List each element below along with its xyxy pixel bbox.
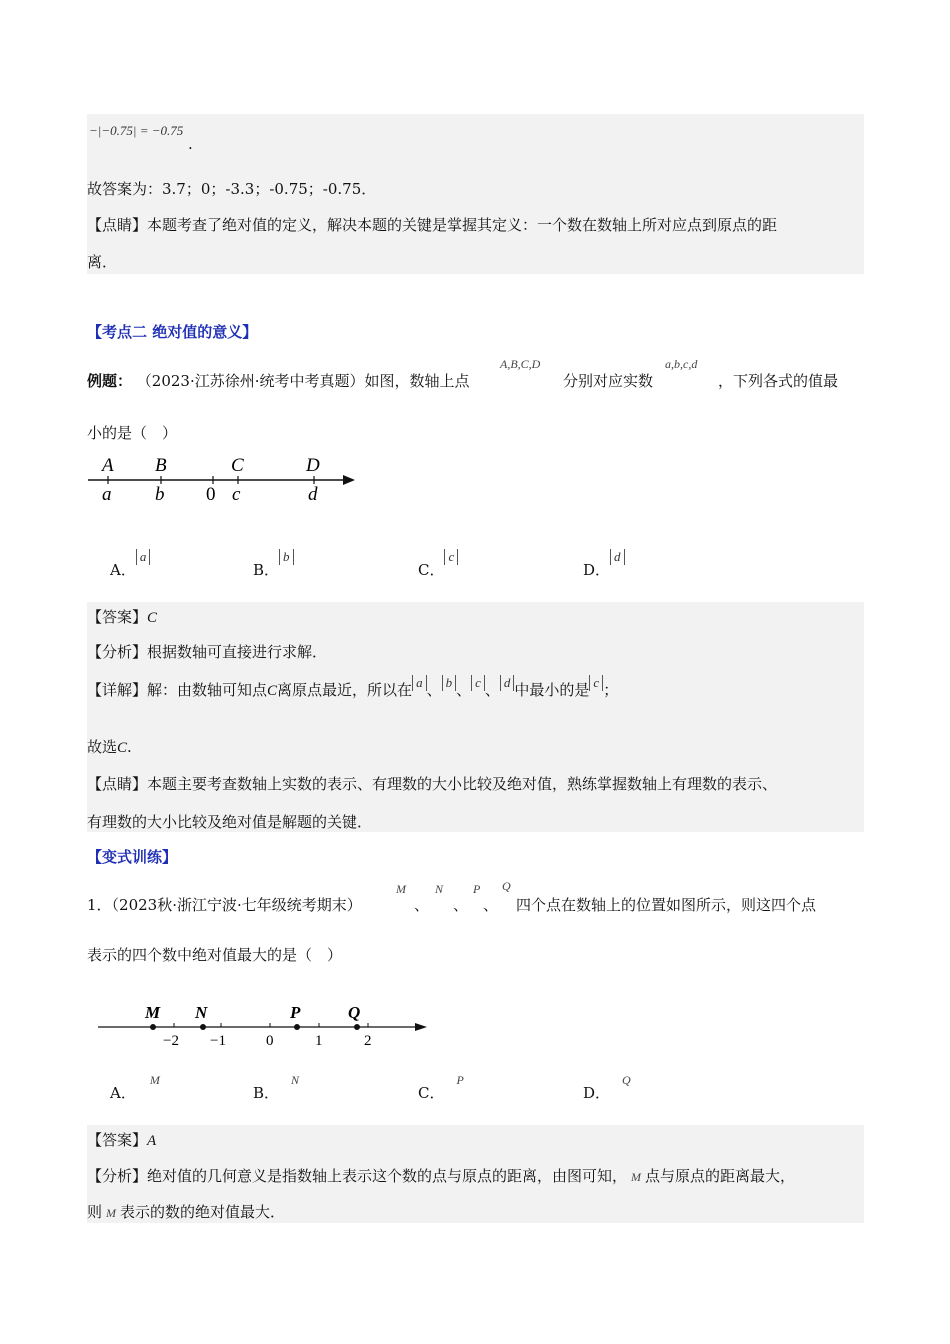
remark-line-1 — [87, 215, 777, 235]
choose-line — [87, 737, 132, 758]
example-source: （2023·江苏徐州·统考中考真题）如图，数轴上点 — [136, 372, 470, 390]
q-sep-1: 、 — [414, 896, 430, 914]
detail-sep-2: 、 — [456, 681, 472, 699]
analysis-point: M — [631, 1170, 642, 1184]
question-line-1 — [87, 895, 362, 915]
detail-text-1: 解：由数轴可知点 — [147, 681, 268, 699]
choose-value: C — [117, 740, 128, 756]
label-c: c — [232, 484, 241, 505]
analysis-text: 根据数轴可直接进行求解． — [147, 643, 328, 661]
remark-text-1: 本题主要考查数轴上实数的表示、有理数的大小比较及绝对值，熟练掌握数轴上有理数的表示、 — [147, 775, 778, 793]
example-label: 例题： — [87, 372, 133, 390]
remark-tag: 【点睛】 — [87, 216, 148, 234]
label-P: P — [290, 1003, 301, 1022]
point-M — [150, 1024, 156, 1030]
section-title-3: 【变式训练】 — [87, 848, 178, 866]
option-d[interactable] — [583, 545, 625, 579]
q-source: （2023秋·浙江宁波·七年级统考期末） — [111, 896, 362, 914]
label-B: B — [155, 455, 167, 476]
detail-sep-1: 、 — [426, 681, 442, 699]
option-b-letter: B． — [253, 561, 280, 579]
option-a-2-letter: A． — [110, 1084, 136, 1102]
analysis-line-2 — [87, 1202, 285, 1223]
remark-line-2: 有理数的大小比较及绝对值是解题的关键． — [87, 813, 373, 831]
option-b-2-math: N — [291, 1073, 300, 1087]
label-0: 0 — [206, 484, 216, 505]
option-a-2-math: M — [149, 1073, 160, 1087]
answer-line — [87, 1130, 156, 1151]
choose-end: . — [127, 738, 132, 756]
detail-end: ； — [603, 681, 619, 699]
remark-line-1 — [87, 774, 777, 794]
choose-text: 故选 — [87, 738, 118, 756]
label-a: a — [102, 484, 112, 505]
option-a[interactable] — [110, 545, 150, 579]
remark-line-2: 离． — [87, 253, 118, 271]
option-b-2-letter: B． — [253, 1084, 280, 1102]
detail-text-2: 离原点最近，所以在 — [277, 681, 413, 699]
detail-text-3: 中最小的是 — [514, 681, 590, 699]
option-d-letter: D． — [583, 561, 611, 579]
tick-label-0: 0 — [266, 1033, 274, 1047]
section-title-2: 【考点二 绝对值的意义】 — [87, 323, 258, 341]
option-a-math: a — [136, 549, 151, 565]
q-sep-2: 、 — [453, 896, 469, 914]
label-D: D — [306, 455, 320, 476]
option-c-2-math: P — [456, 1073, 464, 1087]
detail-point: C — [267, 683, 278, 699]
question-line-2: 表示的四个数中绝对值最大的是（ ） — [87, 946, 343, 964]
remark-text: 本题考查了绝对值的定义，解决本题的关键是掌握其定义：一个数在数轴上所对应点到原点的距 — [147, 216, 778, 234]
point-N — [200, 1024, 206, 1030]
detail-abs-c: c — [471, 675, 485, 691]
q-point-N: N — [435, 882, 444, 896]
label-M: M — [145, 1003, 161, 1022]
tick-label-neg1: −1 — [210, 1033, 226, 1047]
label-N: N — [195, 1003, 208, 1022]
option-c-2[interactable] — [418, 1068, 464, 1102]
analysis-text-3: 则 — [87, 1203, 103, 1221]
analysis-point-2: M — [106, 1206, 117, 1220]
option-b[interactable] — [253, 545, 294, 579]
option-d-2-math: Q — [622, 1073, 631, 1087]
q-sep-3: 、 — [483, 896, 499, 914]
label-C: C — [231, 455, 244, 476]
q-text-end: 四个点在数轴上的位置如图所示，则这四个点 — [516, 896, 817, 914]
solution-block-top — [87, 114, 864, 274]
option-c-letter: C． — [418, 561, 445, 579]
q-point-Q: Q — [502, 879, 511, 893]
option-d-2[interactable] — [583, 1068, 631, 1102]
detail-line — [87, 675, 619, 701]
point-P — [294, 1024, 300, 1030]
answer-tag: 【答案】 — [87, 608, 148, 626]
detail-abs-result: c — [589, 675, 603, 691]
axis-arrow — [343, 475, 355, 485]
option-c-2-letter: C． — [418, 1084, 445, 1102]
analysis-text-4: 表示的数的绝对值最大． — [120, 1203, 286, 1221]
analysis-text-1: 绝对值的几何意义是指数轴上表示这个数的点与原点的距离，由图可知， — [147, 1167, 628, 1185]
example-end: ，下列各式的值最 — [718, 372, 839, 390]
answer-value: A — [147, 1133, 157, 1149]
example-line-2: 小的是（ ） — [87, 424, 178, 442]
tick-label-neg2: −2 — [163, 1033, 179, 1047]
label-A: A — [102, 455, 114, 476]
points-label: A,B,C,D — [500, 357, 541, 371]
q-point-P: P — [473, 882, 481, 896]
detail-sep-3: 、 — [484, 681, 500, 699]
analysis-line — [87, 642, 327, 662]
detail-abs-d: d — [500, 675, 515, 691]
example-mid: 分别对应实数 — [563, 372, 654, 390]
detail-abs-a: a — [412, 675, 427, 691]
answer-tag: 【答案】 — [87, 1131, 148, 1149]
formula-line — [89, 120, 193, 153]
option-b-2[interactable] — [253, 1068, 300, 1102]
option-c-math: c — [444, 549, 458, 565]
remark-tag: 【点睛】 — [87, 775, 148, 793]
option-d-math: d — [610, 549, 625, 565]
answer-line — [87, 607, 157, 628]
detail-abs-b: b — [442, 675, 457, 691]
number-line-figure-2 — [95, 992, 435, 1047]
values-label: a,b,c,d — [665, 357, 698, 371]
solution-block-example — [87, 602, 864, 832]
example-line-1 — [87, 371, 470, 391]
option-d-2-letter: D． — [583, 1084, 611, 1102]
tick-label-1: 1 — [315, 1033, 323, 1047]
q-number: 1． — [87, 896, 112, 914]
formula-period: . — [188, 135, 193, 153]
answer-line: 故答案为：3.7；0；-3.3；-0.75；-0.75． — [87, 180, 377, 198]
option-b-math: b — [279, 549, 294, 565]
option-c[interactable] — [418, 545, 458, 579]
solution-block-exercise — [87, 1125, 864, 1223]
label-d: d — [308, 484, 318, 505]
answer-value: C — [147, 610, 158, 626]
q-point-M: M — [396, 882, 406, 896]
analysis-tag: 【分析】 — [87, 643, 148, 661]
label-b: b — [155, 484, 165, 505]
point-Q — [354, 1024, 360, 1030]
analysis-text-2: 点与原点的距离最大， — [645, 1167, 796, 1185]
formula: −|−0.75| = −0.75 — [89, 123, 184, 138]
detail-tag: 【详解】 — [87, 681, 148, 699]
analysis-line-1 — [87, 1166, 795, 1187]
axis-arrow — [415, 1023, 427, 1031]
tick-label-2: 2 — [364, 1033, 372, 1047]
option-a-letter: A． — [110, 561, 136, 579]
option-a-2[interactable] — [110, 1068, 160, 1102]
analysis-tag: 【分析】 — [87, 1167, 148, 1185]
number-line-figure-1 — [85, 450, 360, 505]
label-Q: Q — [348, 1003, 361, 1022]
